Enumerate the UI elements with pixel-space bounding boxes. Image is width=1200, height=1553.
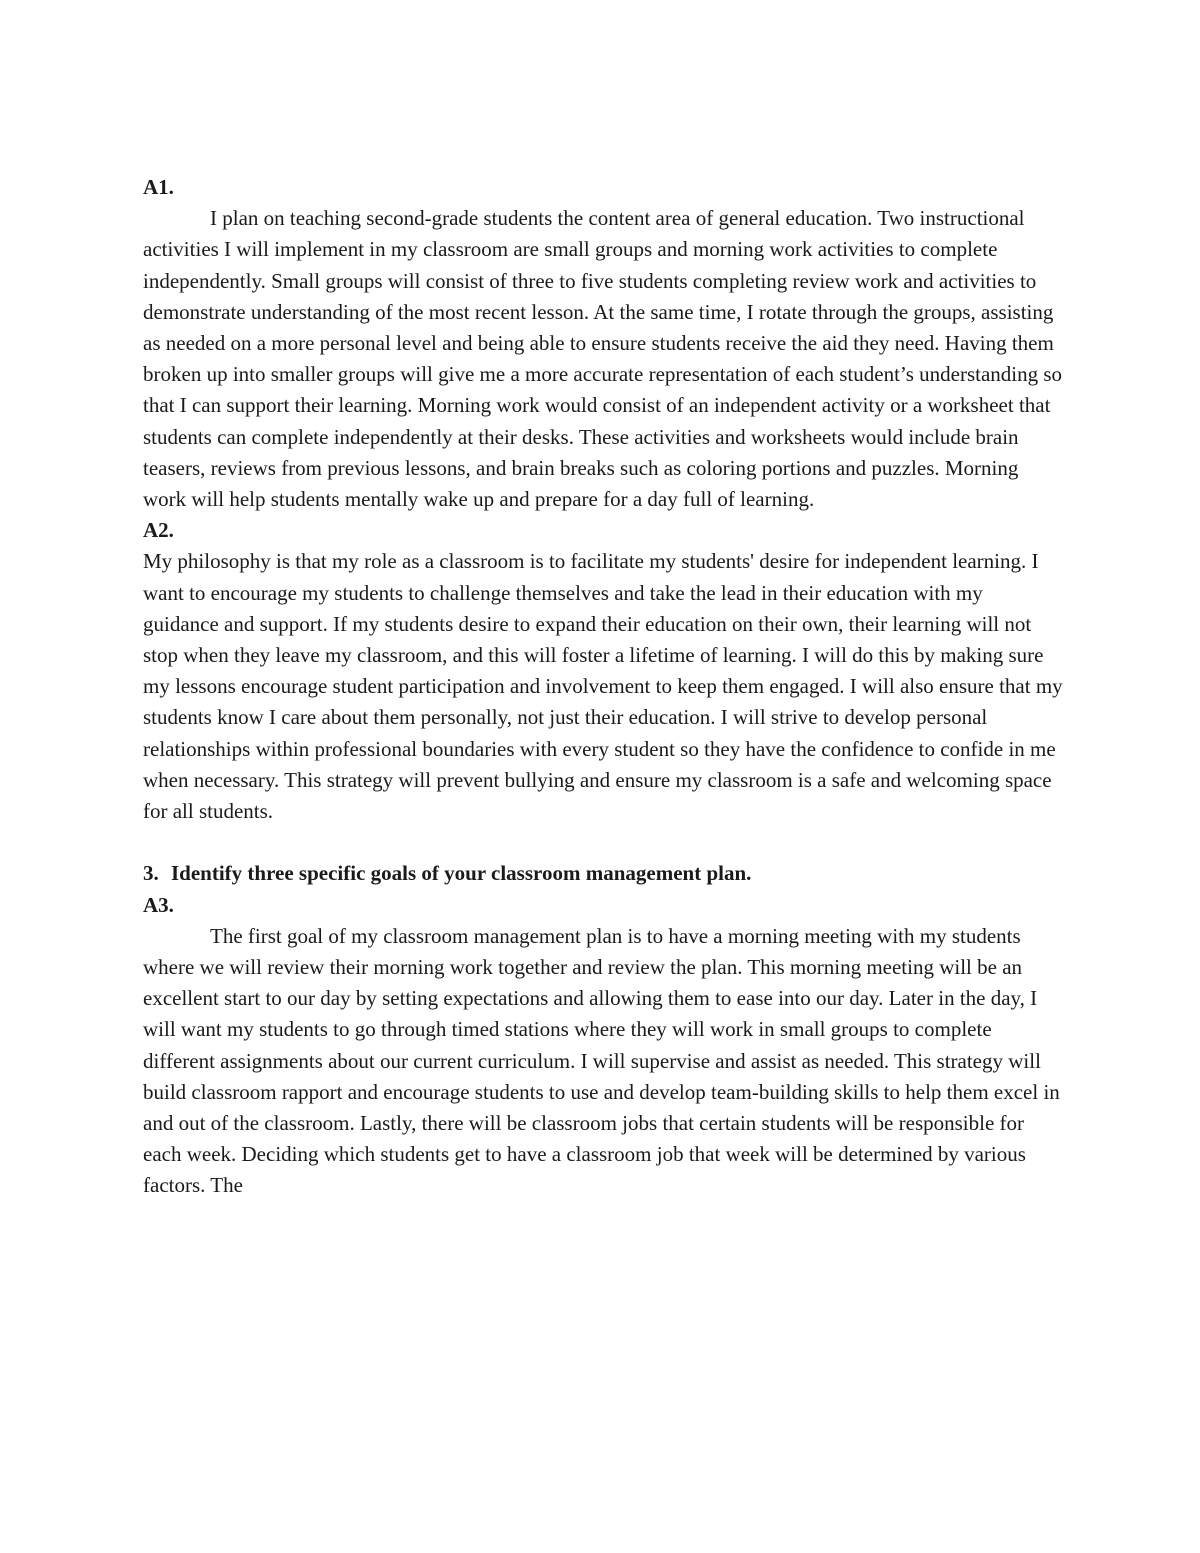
section-body-a1: I plan on teaching second-grade students the content area of general education. Two instructional activities I will implement in my classroom are small groups and morning work activities to complete independently. Small groups will consist of three to five students completing review work and activities to demonstrate understanding of the most recent lesson. At the same time, I rotate through the groups, assisting as needed on a more personal level and being able to ensure students receive the aid they need. Having them broken up into smaller groups will give me a more accurate representation of each student’s understanding so that I can support their learning. Morning work would consist of an independent activity or a worksheet that students can complete independently at their desks. These activities and worksheets would include brain teasers, reviews from previous lessons, and brain breaks such as coloring portions and puzzles. Morning work will help students mentally wake up and prepare for a day full of learning. [143, 206, 1063, 512]
section-body-a2: My philosophy is that my role as a classroom is to facilitate my students' desire for independent learning. I want to encourage my students to challenge themselves and take the lead in their education with my guidance and support. If my students desire to expand their education on their own, their learning will not stop when they leave my classroom, and this will foster a lifetime of learning. I will do this by making sure my lessons encourage student participation and involvement to keep them engaged. I will also ensure that my students know I care about them personally, not just their education. I will strive to develop personal relationships within professional boundaries with every student so they have the confidence to confide in me when necessary. This strategy will prevent bullying and ensure my classroom is a safe and welcoming space for all students. [143, 549, 1063, 824]
question-3-text: Identify three specific goals of your classroom management plan. [171, 861, 752, 886]
section-heading-a1: A1. [143, 175, 174, 199]
paragraph-spacer [143, 827, 1063, 858]
question-3-number: 3. [143, 861, 159, 886]
section-heading-a2: A2. [143, 518, 174, 543]
section-heading-a3: A3. [143, 892, 174, 917]
question-3 [143, 858, 1063, 889]
document-content [143, 172, 1063, 1202]
section-body-a3: The first goal of my classroom management plan is to have a morning meeting with my students where we will review their morning work together and review the plan. This morning meeting will be an excellent start to our day by setting expectations and allowing them to ease into our day. Later in the day, I will want my students to go through timed stations where they will work in small groups to complete different assignments about our current curriculum. I will supervise and assist as needed. This strategy will build classroom rapport and encourage students to use and develop team-building skills to help them excel in and out of the classroom. Lastly, there will be classroom jobs that certain students will be responsible for each week. Deciding which students get to have a classroom job that week will be determined by various factors. The [143, 923, 1060, 1198]
